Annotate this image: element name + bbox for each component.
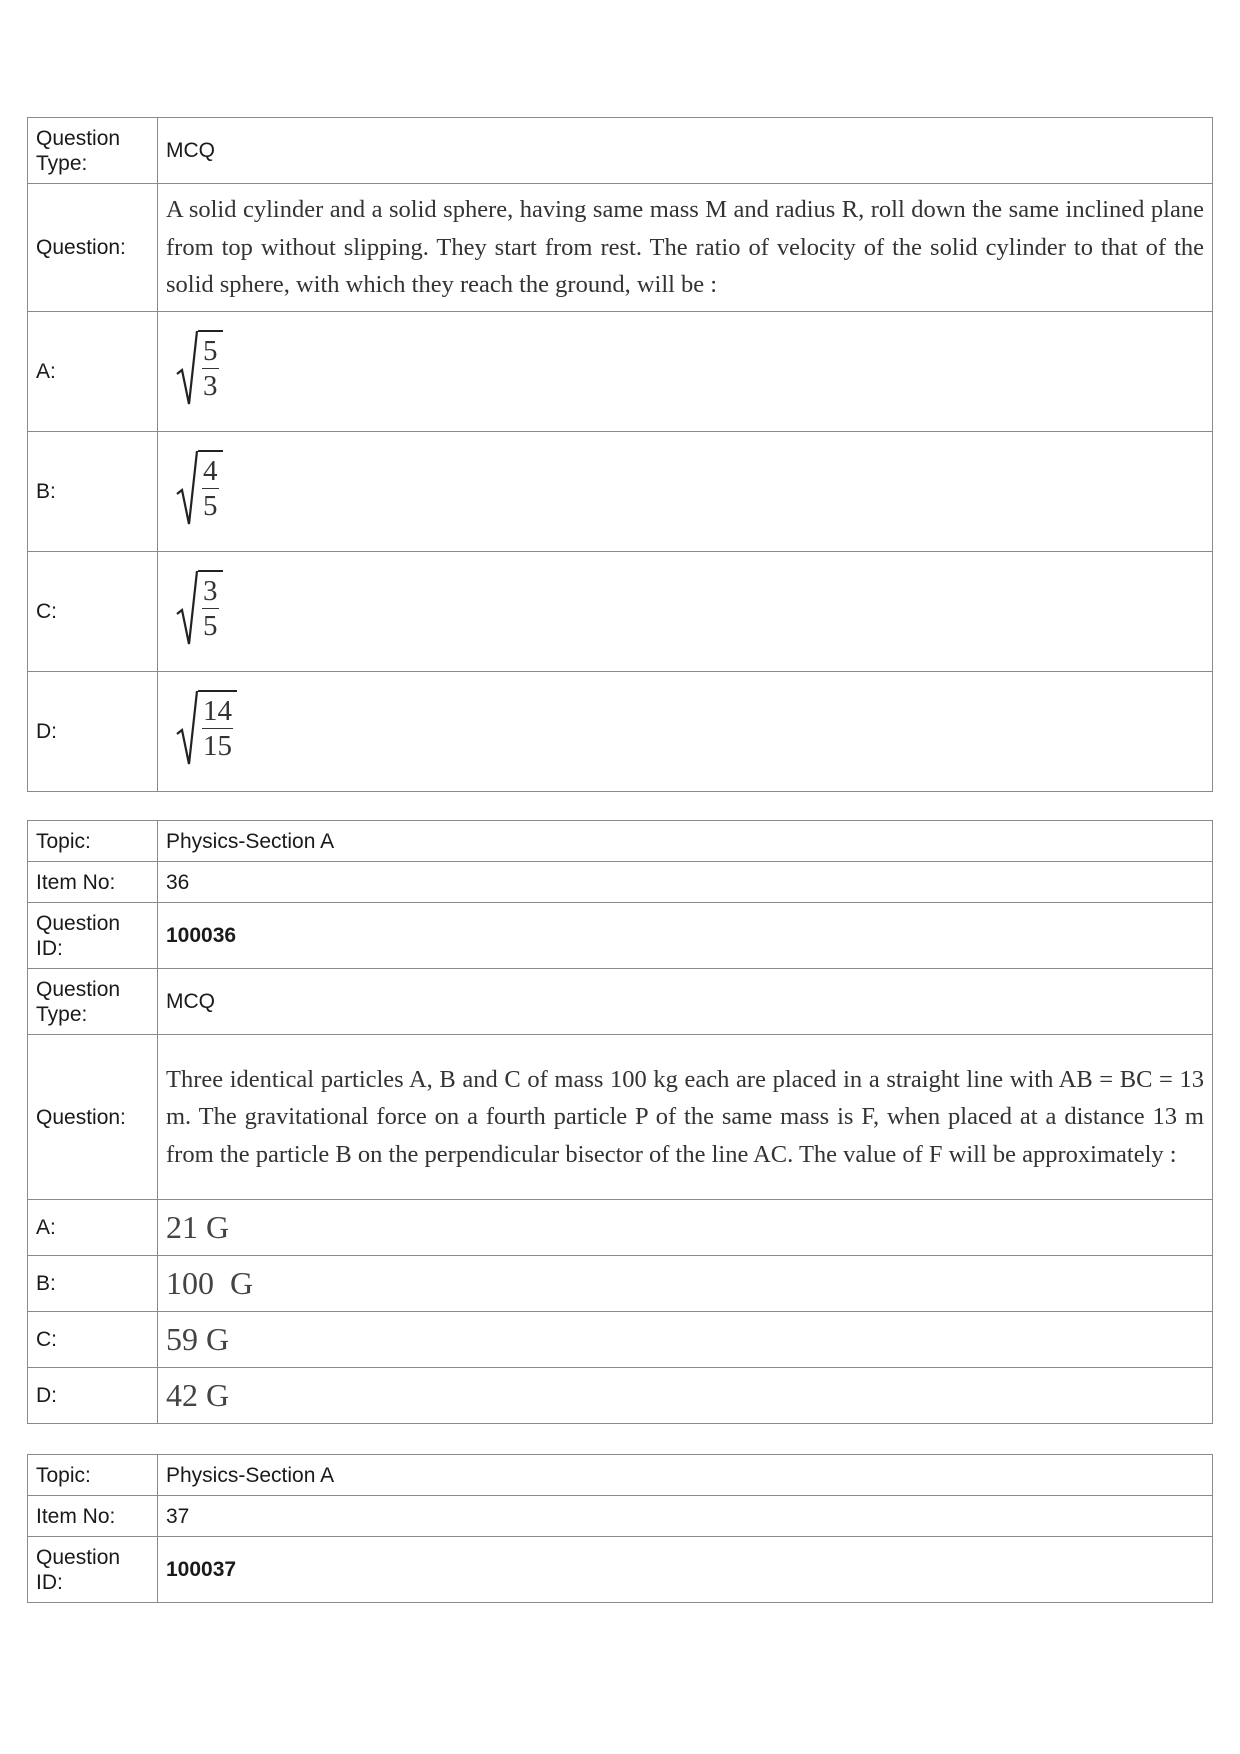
question-type-value: MCQ <box>158 969 1213 1035</box>
question-text: A solid cylinder and a solid sphere, having same mass M and radius R, roll down the same inclined plane from top without slipping. They start from rest. The ratio of velocity of the solid cylinder to that of the solid sphere, with which they reach the ground, will be : <box>158 184 1213 312</box>
question-label: Question: <box>28 184 158 312</box>
option-a-label: A: <box>28 1200 158 1256</box>
question-type-value: MCQ <box>158 118 1213 184</box>
topic-value: Physics-Section A <box>158 821 1213 862</box>
denominator: 3 <box>203 370 218 402</box>
radical-sign-icon <box>176 690 198 768</box>
radical-sign-icon <box>176 570 198 648</box>
question-table-2 <box>27 820 1213 1424</box>
question-id-label: Question ID: <box>28 1537 158 1603</box>
option-a-value: 21 G <box>158 1200 1213 1256</box>
fraction <box>198 570 223 648</box>
option-b-label: B: <box>28 1256 158 1312</box>
topic-label: Topic: <box>28 821 158 862</box>
question-id-value: 100037 <box>158 1537 1213 1603</box>
denominator: 5 <box>203 610 218 642</box>
option-b-value: 100 G <box>158 1256 1213 1312</box>
question-label: Question: <box>28 1035 158 1200</box>
square-root-expression <box>176 570 223 648</box>
option-d-label: D: <box>28 672 158 792</box>
question-type-label: Question Type: <box>28 969 158 1035</box>
option-a-label: A: <box>28 312 158 432</box>
question-id-label: Question ID: <box>28 903 158 969</box>
numerator: 4 <box>203 455 218 487</box>
question-id-value: 100036 <box>158 903 1213 969</box>
square-root-expression <box>176 450 223 528</box>
numerator: 3 <box>203 575 218 607</box>
denominator: 15 <box>203 730 232 762</box>
denominator: 5 <box>203 490 218 522</box>
numerator: 5 <box>203 335 218 367</box>
option-d-value: 42 G <box>158 1368 1213 1424</box>
item-no-label: Item No: <box>28 1496 158 1537</box>
option-c-label: C: <box>28 552 158 672</box>
numerator: 14 <box>203 695 232 727</box>
option-b <box>158 432 1213 552</box>
option-c <box>158 552 1213 672</box>
item-no-value: 36 <box>158 862 1213 903</box>
fraction <box>198 450 223 528</box>
item-no-label: Item No: <box>28 862 158 903</box>
option-b-label: B: <box>28 432 158 552</box>
topic-value: Physics-Section A <box>158 1455 1213 1496</box>
fraction <box>198 690 237 768</box>
item-no-value: 37 <box>158 1496 1213 1537</box>
option-d <box>158 672 1213 792</box>
fraction <box>198 330 223 408</box>
option-c-label: C: <box>28 1312 158 1368</box>
option-a <box>158 312 1213 432</box>
radical-sign-icon <box>176 330 198 408</box>
question-table-3 <box>27 1454 1213 1603</box>
option-d-label: D: <box>28 1368 158 1424</box>
square-root-expression <box>176 330 223 408</box>
topic-label: Topic: <box>28 1455 158 1496</box>
question-table-1 <box>27 117 1213 792</box>
radical-sign-icon <box>176 450 198 528</box>
square-root-expression <box>176 690 237 768</box>
option-c-value: 59 G <box>158 1312 1213 1368</box>
question-type-label: Question Type: <box>28 118 158 184</box>
question-text: Three identical particles A, B and C of mass 100 kg each are placed in a straight line with AB = BC = 13 m. The gravitational force on a fourth particle P of the same mass is F, when placed at a distance 13 m from the particle B on the perpendicular bisector of the line AC. The value of F will be approximately : <box>158 1035 1213 1200</box>
